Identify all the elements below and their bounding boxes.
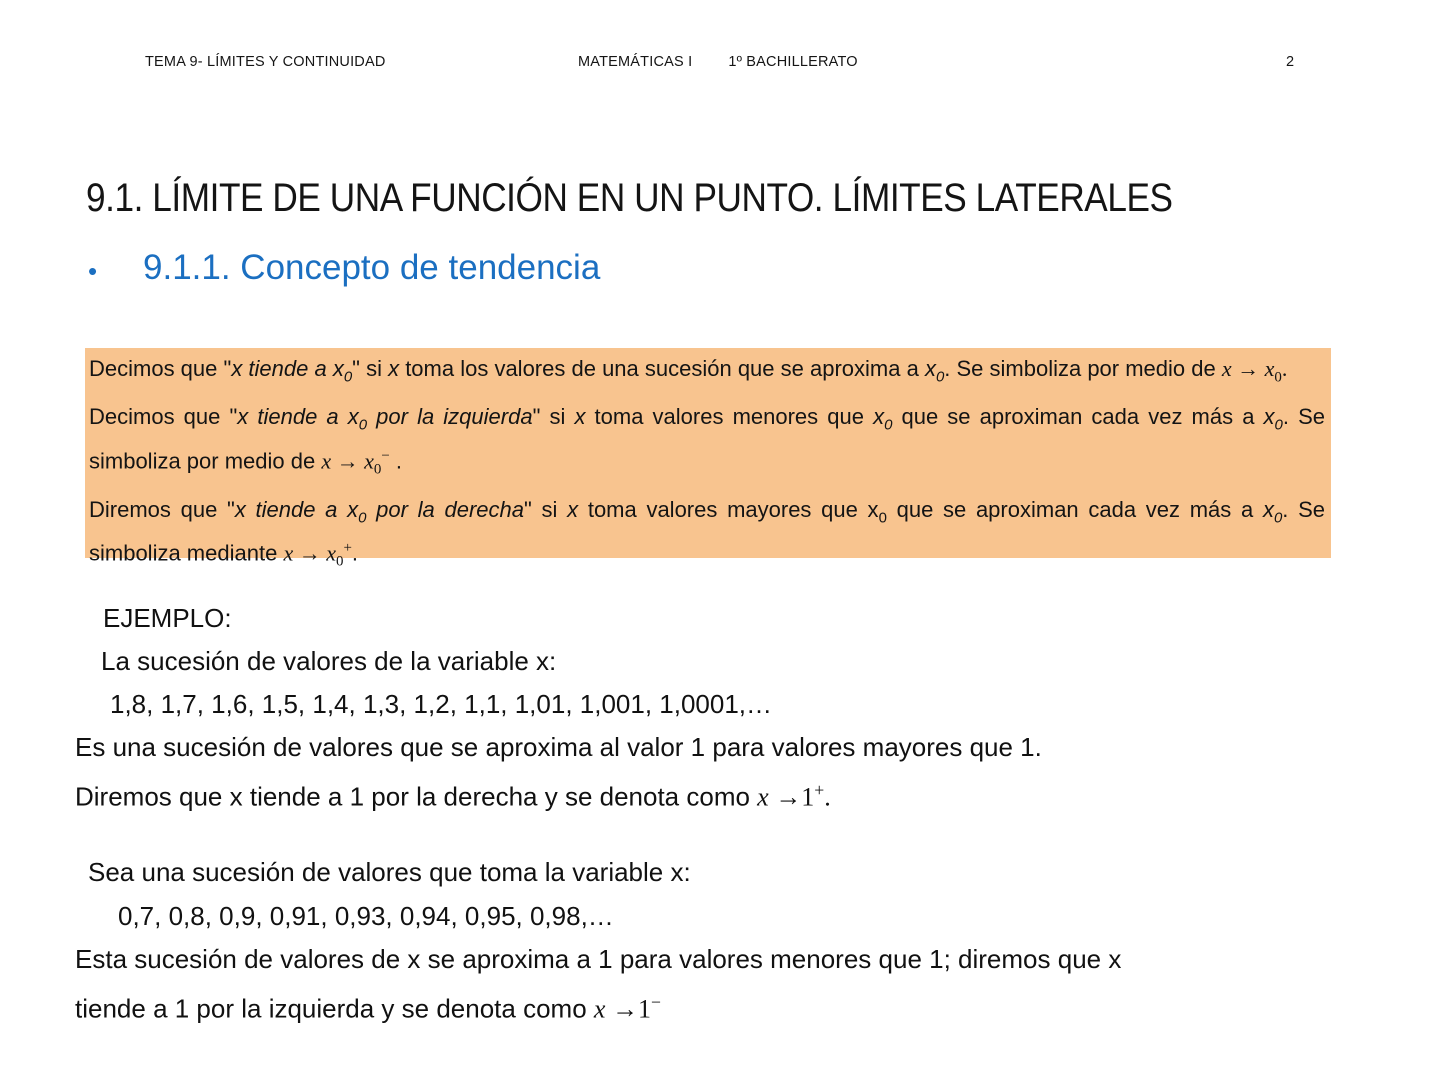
text-segment: Decimos que " [89,356,232,381]
text-segment: toma valores menores que [585,404,874,430]
text-segment: Diremos que x tiende a 1 por la derecha y se denota como [75,781,758,812]
text-segment: 0 [1274,369,1282,386]
text-segment: 0 [343,368,353,386]
text-segment: + [814,780,825,800]
example1-conclusion-2 [75,775,831,813]
text-segment: x [567,496,579,522]
text-segment: " si [532,404,575,430]
example1-intro: La sucesión de valores de la variable x: [101,646,557,676]
bullet-icon: • [88,256,98,286]
text-segment: x [326,540,336,566]
text-segment: " si [352,356,389,381]
text-segment: 0 [935,368,945,386]
text-segment: 0 [884,416,893,434]
text-segment: → [1231,356,1265,381]
text-segment: → [293,540,327,566]
text-segment: x [1263,404,1275,430]
header-left-text: TEMA 9- LÍMITES Y CONTINUIDAD [145,54,386,70]
text-segment: x [873,404,885,430]
text-segment: x [388,356,400,381]
example-heading: EJEMPLO: [103,603,232,633]
text-segment: → [605,994,638,1024]
text-segment: 0 [878,508,887,526]
definition-highlight-box [85,348,1331,570]
text-segment: . Se simboliza por medio de [89,404,1325,474]
header-center [578,54,858,70]
section-title: 9.1. LÍMITE DE UNA FUNCIÓN EN UN PUNTO. LÍMITES LATERALES [86,176,1173,220]
example1-conclusion-1: Es una sucesión de valores que se aproxima al valor 1 para valores mayores que 1. [75,732,1042,762]
text-segment: x [757,782,769,812]
text-segment: − [650,992,661,1012]
text-segment: x [364,448,374,474]
text-segment: . [389,448,403,474]
text-segment: 1 [801,782,815,812]
text-segment: toma los valores de una sucesión que se aproxima a [399,356,925,381]
text-segment: Diremos que " [89,496,235,522]
text-segment: . [824,782,831,812]
text-segment: por la izquierda [367,404,533,430]
text-segment: Decimos que " [89,404,238,430]
definition-paragraph-tendencia [89,353,1325,393]
text-segment: . [351,540,359,566]
text-segment: x [321,448,332,474]
text-segment: − [381,447,390,464]
text-segment: 0 [358,508,367,526]
text-segment: x [1264,356,1275,381]
example2-intro: Sea una sucesión de valores que toma la variable x: [88,857,691,887]
example1-sequence: 1,8, 1,7, 1,6, 1,5, 1,4, 1,3, 1,2, 1,1, 1,01, 1,001, 1,0001,… [110,689,773,719]
text-segment: por la derecha [366,496,524,522]
subsection-title: 9.1.1. Concepto de tendencia [143,248,601,287]
text-segment: tiende a 1 por la izquierda y se denota como [75,993,594,1024]
text-segment: 0 [1274,416,1283,434]
text-segment: x tiende a x [234,496,359,522]
text-segment: x [1221,356,1232,381]
text-segment: toma valores mayores que x [578,496,879,522]
example2-sequence: 0,7, 0,8, 0,9, 0,91, 0,93, 0,94, 0,95, 0,98,… [118,901,614,931]
page-number: 2 [1286,54,1295,70]
text-segment: x [593,994,606,1024]
text-segment: . Se simboliza mediante [89,496,1326,566]
text-segment: . [1281,356,1288,381]
text-segment: 1 [637,994,651,1024]
text-segment: x [1262,496,1274,522]
text-segment: 0 [335,553,344,570]
definition-paragraph-derecha [89,494,1325,578]
header-grade: 1º BACHILLERATO [728,54,858,70]
example2-conclusion-1: Esta sucesión de valores de x se aproxima a 1 para valores menores que 1; diremos que x [75,944,1122,974]
example2-conclusion-2 [75,987,661,1025]
text-segment: + [343,539,352,556]
text-segment: → [331,448,365,474]
header-subject: MATEMÁTICAS I [578,54,693,70]
text-segment: 0 [358,416,368,434]
text-segment: 0 [373,461,382,478]
text-segment: " si [524,496,568,522]
text-segment: x tiende a x [231,356,344,381]
definition-paragraph-izquierda [89,401,1325,485]
text-segment: → [768,782,802,812]
text-segment: x tiende a x [237,404,359,430]
text-segment: que se aproximan cada vez más a [886,496,1263,522]
text-segment: x [574,404,586,430]
text-segment: x [924,356,936,381]
text-segment: x [283,540,294,566]
text-segment: que se aproximan cada vez más a [892,404,1264,430]
text-segment: 0 [1273,508,1283,526]
text-segment: . Se simboliza por medio de [944,356,1222,381]
